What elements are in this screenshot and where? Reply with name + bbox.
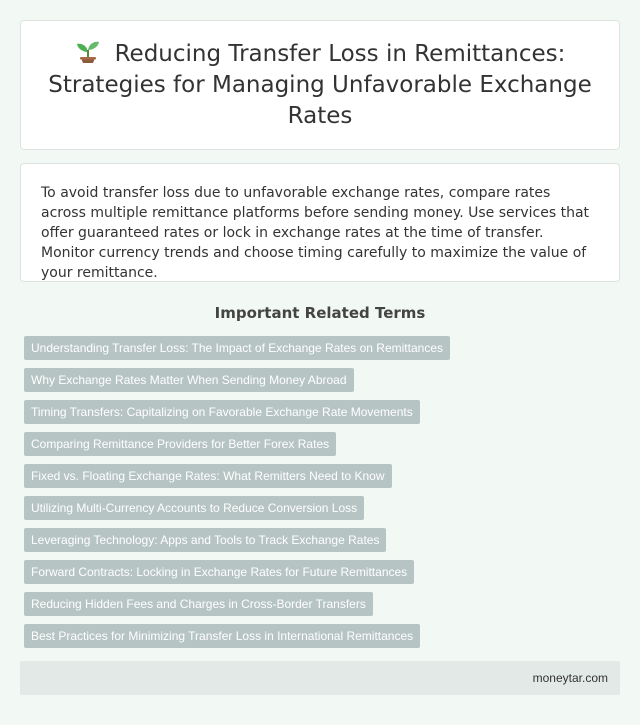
seedling-icon [75,38,101,64]
related-term-link[interactable]: Understanding Transfer Loss: The Impact of Exchange Rates on Remittances [24,336,450,360]
related-term-link[interactable]: Forward Contracts: Locking in Exchange Rates for Future Remittances [24,560,414,584]
related-term-link[interactable]: Why Exchange Rates Matter When Sending Money Abroad [24,368,354,392]
related-term-link[interactable]: Timing Transfers: Capitalizing on Favorable Exchange Rate Movements [24,400,420,424]
related-term-link[interactable]: Fixed vs. Floating Exchange Rates: What Remitters Need to Know [24,464,392,488]
summary-card [20,163,620,282]
related-term-link[interactable]: Comparing Remittance Providers for Better Forex Rates [24,432,336,456]
footer [20,661,620,695]
related-term-link[interactable]: Reducing Hidden Fees and Charges in Cross-Border Transfers [24,592,373,616]
summary-text: To avoid transfer loss due to unfavorable exchange rates, compare rates across multiple remittance platforms before sending money. Use services that offer guaranteed rates or lock in exchange rates at the time of transfer. Monitor currency trends and choose timing carefully to maximize the value of your remittance. [41,185,590,281]
related-terms-list [20,336,620,648]
title-text: Reducing Transfer Loss in Remittances: Strategies for Managing Unfavorable Exchange Rates [48,41,592,129]
related-term-link[interactable]: Leveraging Technology: Apps and Tools to Track Exchange Rates [24,528,386,552]
related-term-link[interactable]: Utilizing Multi-Currency Accounts to Reduce Conversion Loss [24,496,364,520]
related-term-link[interactable]: Best Practices for Minimizing Transfer Loss in International Remittances [24,624,420,648]
title-card [20,20,620,150]
page-title [45,38,595,132]
related-terms-heading: Important Related Terms [214,304,426,322]
site-link[interactable]: moneytar.com [532,671,608,685]
